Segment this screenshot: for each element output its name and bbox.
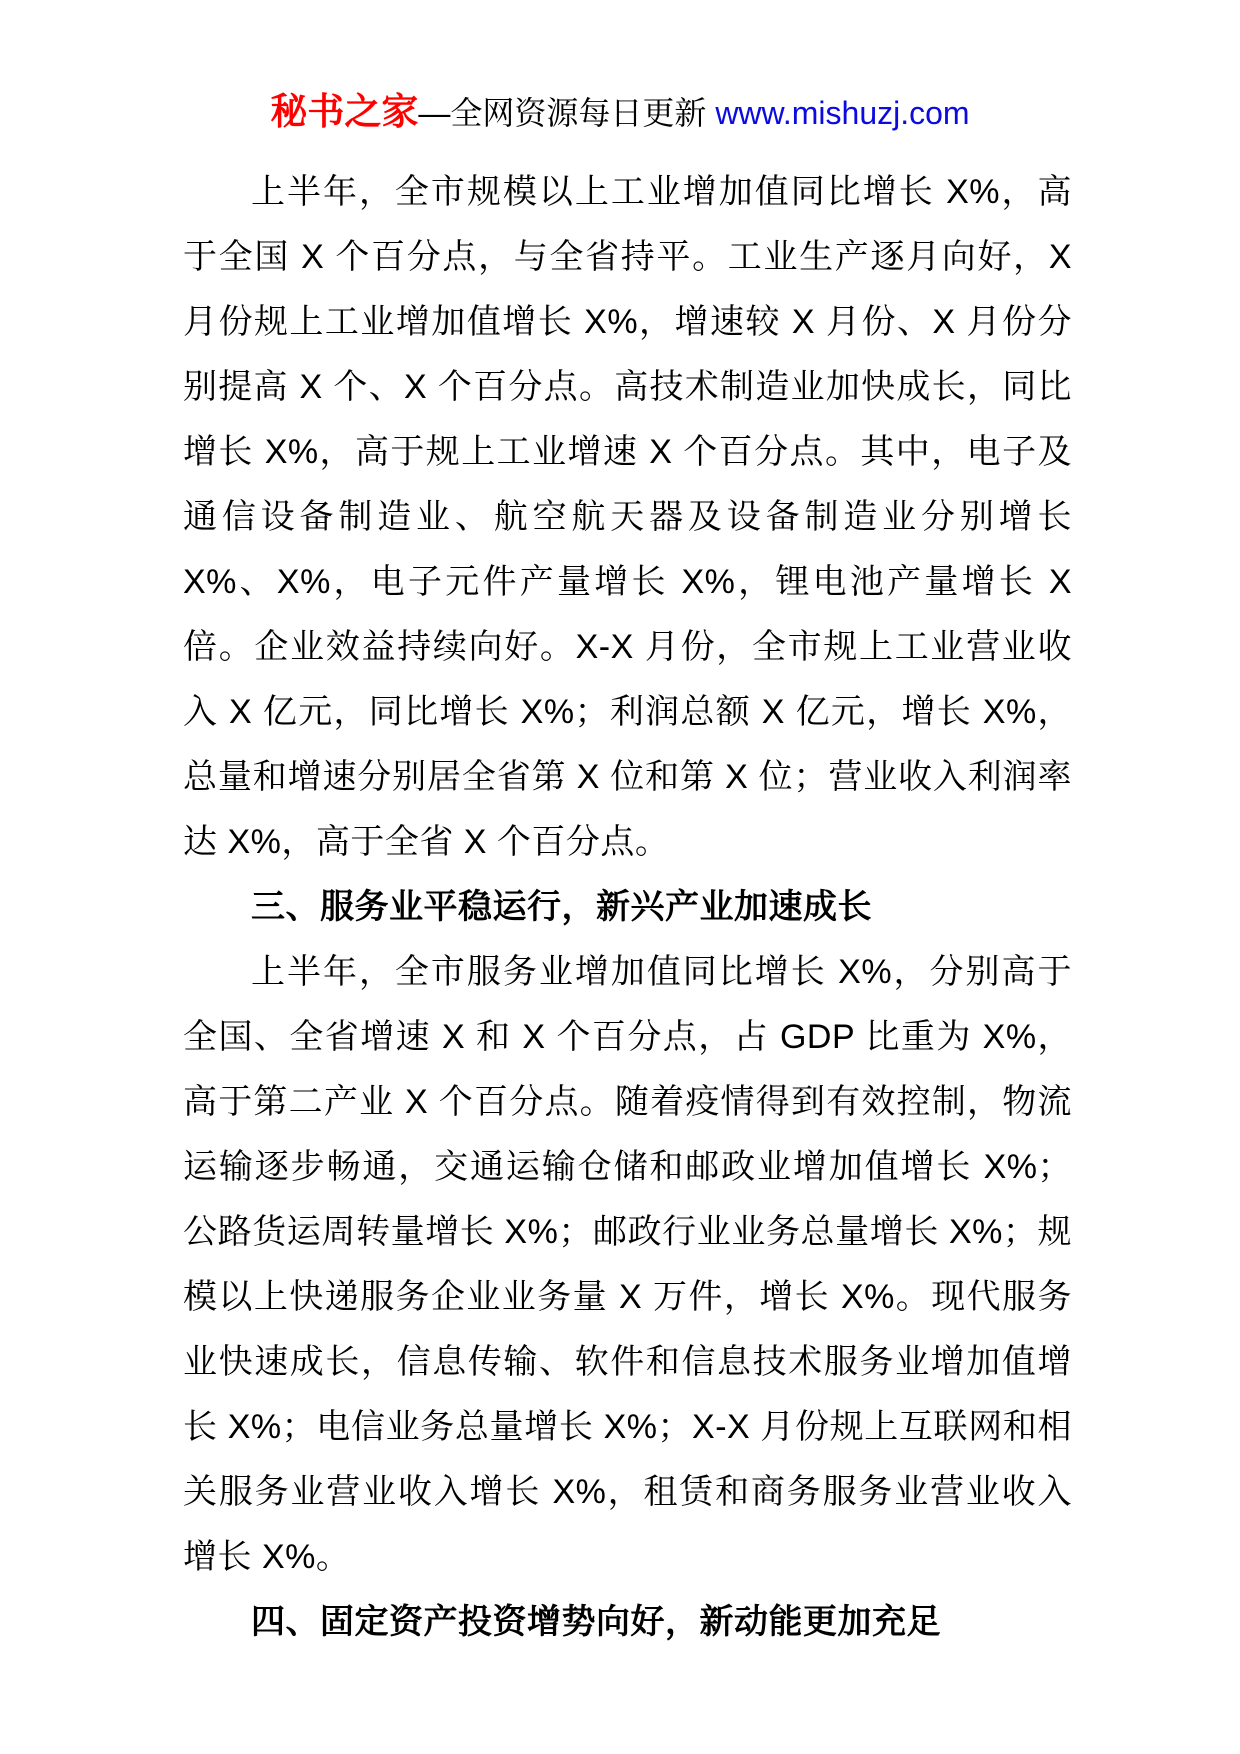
section-heading-investment: 四、固定资产投资增势向好，新动能更加充足 xyxy=(251,1603,941,1641)
site-url-link[interactable]: www.mishuzj.com xyxy=(715,95,970,131)
paragraph-services: 上半年，全市服务业增加值同比增长 X%，分别高于全国、全省增速 X 和 X 个百分点，占 GDP 比重为 X%，高于第二产业 X 个百分点。随着疫情得到有效控制，物流运输逐步畅通，交通运输仓储和邮政业增加值增长 X%；公路货运周转量增长 X%；邮政行业业务总量增长 X%；规模以上快递服务企业业务量 X 万件，增长 X%。现代服务业快速成长，信息传输、软件和信息技术服务业增加值增长 X%；电信业务总量增长 X%；X-X 月份规上互联网和相关服务业营业收入增长 X%，租赁和商务服务业营业收入增长 X%。 xyxy=(183,953,1072,1576)
site-name: 秘书之家 xyxy=(270,91,419,132)
page-header xyxy=(0,0,1240,139)
section-heading-services: 三、服务业平稳运行，新兴产业加速成长 xyxy=(251,888,872,926)
document-body xyxy=(183,160,1072,1655)
site-tagline: —全网资源每日更新 xyxy=(418,95,716,131)
paragraph-industry: 上半年，全市规模以上工业增加值同比增长 X%，高于全国 X 个百分点，与全省持平。工业生产逐月向好，X 月份规上工业增加值增长 X%，增速较 X 月份、X 月份分别提高 X 个、X 个百分点。高技术制造业加快成长，同比增长 X%，高于规上工业增速 X 个百分点。其中，电子及通信设备制造业、航空航天器及设备制造业分别增长 X%、X%，电子元件产量增长 X%，锂电池产量增长 X 倍。企业效益持续向好。X-X 月份，全市规上工业营业收入 X 亿元，同比增长 X%；利润总额 X 亿元，增长 X%，总量和增速分别居全省第 X 位和第 X 位；营业收入利润率达 X%，高于全省 X 个百分点。 xyxy=(183,173,1072,861)
